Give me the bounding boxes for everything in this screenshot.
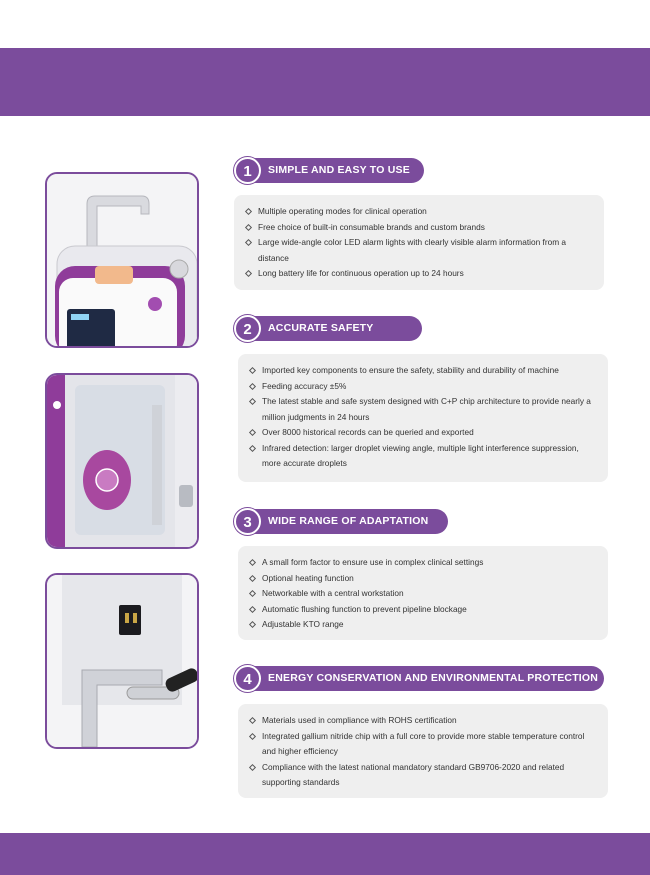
top-banner <box>0 48 650 116</box>
section-3-list <box>238 546 608 640</box>
product-photo-top <box>45 172 199 348</box>
list-item: The latest stable and safe system designed with C+P chip architecture to provide nearly a million judgments in 24 hours <box>250 394 596 425</box>
section-3-header <box>234 509 444 534</box>
diamond-bullet-icon <box>249 590 256 597</box>
diamond-bullet-icon <box>249 559 256 566</box>
diamond-bullet-icon <box>245 208 252 215</box>
list-item: Integrated gallium nitride chip with a full core to provide more stable temperature control and higher efficiency <box>250 729 596 760</box>
list-item: Optional heating function <box>250 571 596 587</box>
list-item: Networkable with a central workstation <box>250 586 596 602</box>
diamond-bullet-icon <box>245 223 252 230</box>
list-item: Free choice of built-in consumable brands and custom brands <box>246 220 592 236</box>
section-4-title: ENERGY CONSERVATION AND ENVIRONMENTAL PROTECTION <box>242 666 604 691</box>
section-4-number: 4 <box>234 665 261 692</box>
list-item: Large wide-angle color LED alarm lights with clearly visible alarm information from a distance <box>246 235 588 266</box>
diamond-bullet-icon <box>249 717 256 724</box>
diamond-bullet-icon <box>249 763 256 770</box>
section-1-header <box>234 158 434 183</box>
section-2-header <box>234 316 424 341</box>
section-4-header <box>234 666 604 691</box>
bottom-banner <box>0 833 650 875</box>
diamond-bullet-icon <box>249 574 256 581</box>
section-2-list <box>238 354 608 482</box>
section-2-number: 2 <box>234 315 261 342</box>
product-photo-clamp <box>45 573 199 749</box>
list-item: A small form factor to ensure use in complex clinical settings <box>250 555 596 571</box>
section-1-title: SIMPLE AND EASY TO USE <box>242 158 424 183</box>
section-3-number: 3 <box>234 508 261 535</box>
list-item: Automatic flushing function to prevent pipeline blockage <box>250 602 596 618</box>
section-4-list <box>238 704 608 798</box>
list-item: Feeding accuracy ±5% <box>250 379 596 395</box>
list-item: Over 8000 historical records can be queried and exported <box>250 425 596 441</box>
section-1-list <box>234 195 604 290</box>
list-item: Imported key components to ensure the safety, stability and durability of machine <box>250 363 596 379</box>
product-photo-door <box>45 373 199 549</box>
diamond-bullet-icon <box>249 382 256 389</box>
section-1-number: 1 <box>234 157 261 184</box>
diamond-bullet-icon <box>249 429 256 436</box>
list-item: Multiple operating modes for clinical operation <box>246 204 592 220</box>
diamond-bullet-icon <box>249 444 256 451</box>
section-3-title: WIDE RANGE OF ADAPTATION <box>242 509 448 534</box>
list-item: Infrared detection: larger droplet viewing angle, multiple light interference suppression, more accurate droplets <box>250 441 596 472</box>
list-item: Materials used in compliance with ROHS certification <box>250 713 596 729</box>
diamond-bullet-icon <box>249 621 256 628</box>
list-item: Adjustable KTO range <box>250 617 596 633</box>
list-item: Long battery life for continuous operation up to 24 hours <box>246 266 592 282</box>
diamond-bullet-icon <box>249 367 256 374</box>
diamond-bullet-icon <box>249 398 256 405</box>
section-2-title: ACCURATE SAFETY <box>242 316 422 341</box>
diamond-bullet-icon <box>249 732 256 739</box>
diamond-bullet-icon <box>245 239 252 246</box>
diamond-bullet-icon <box>249 605 256 612</box>
list-item: Compliance with the latest national mandatory standard GB9706-2020 and related supporting standards <box>250 760 596 791</box>
diamond-bullet-icon <box>245 270 252 277</box>
